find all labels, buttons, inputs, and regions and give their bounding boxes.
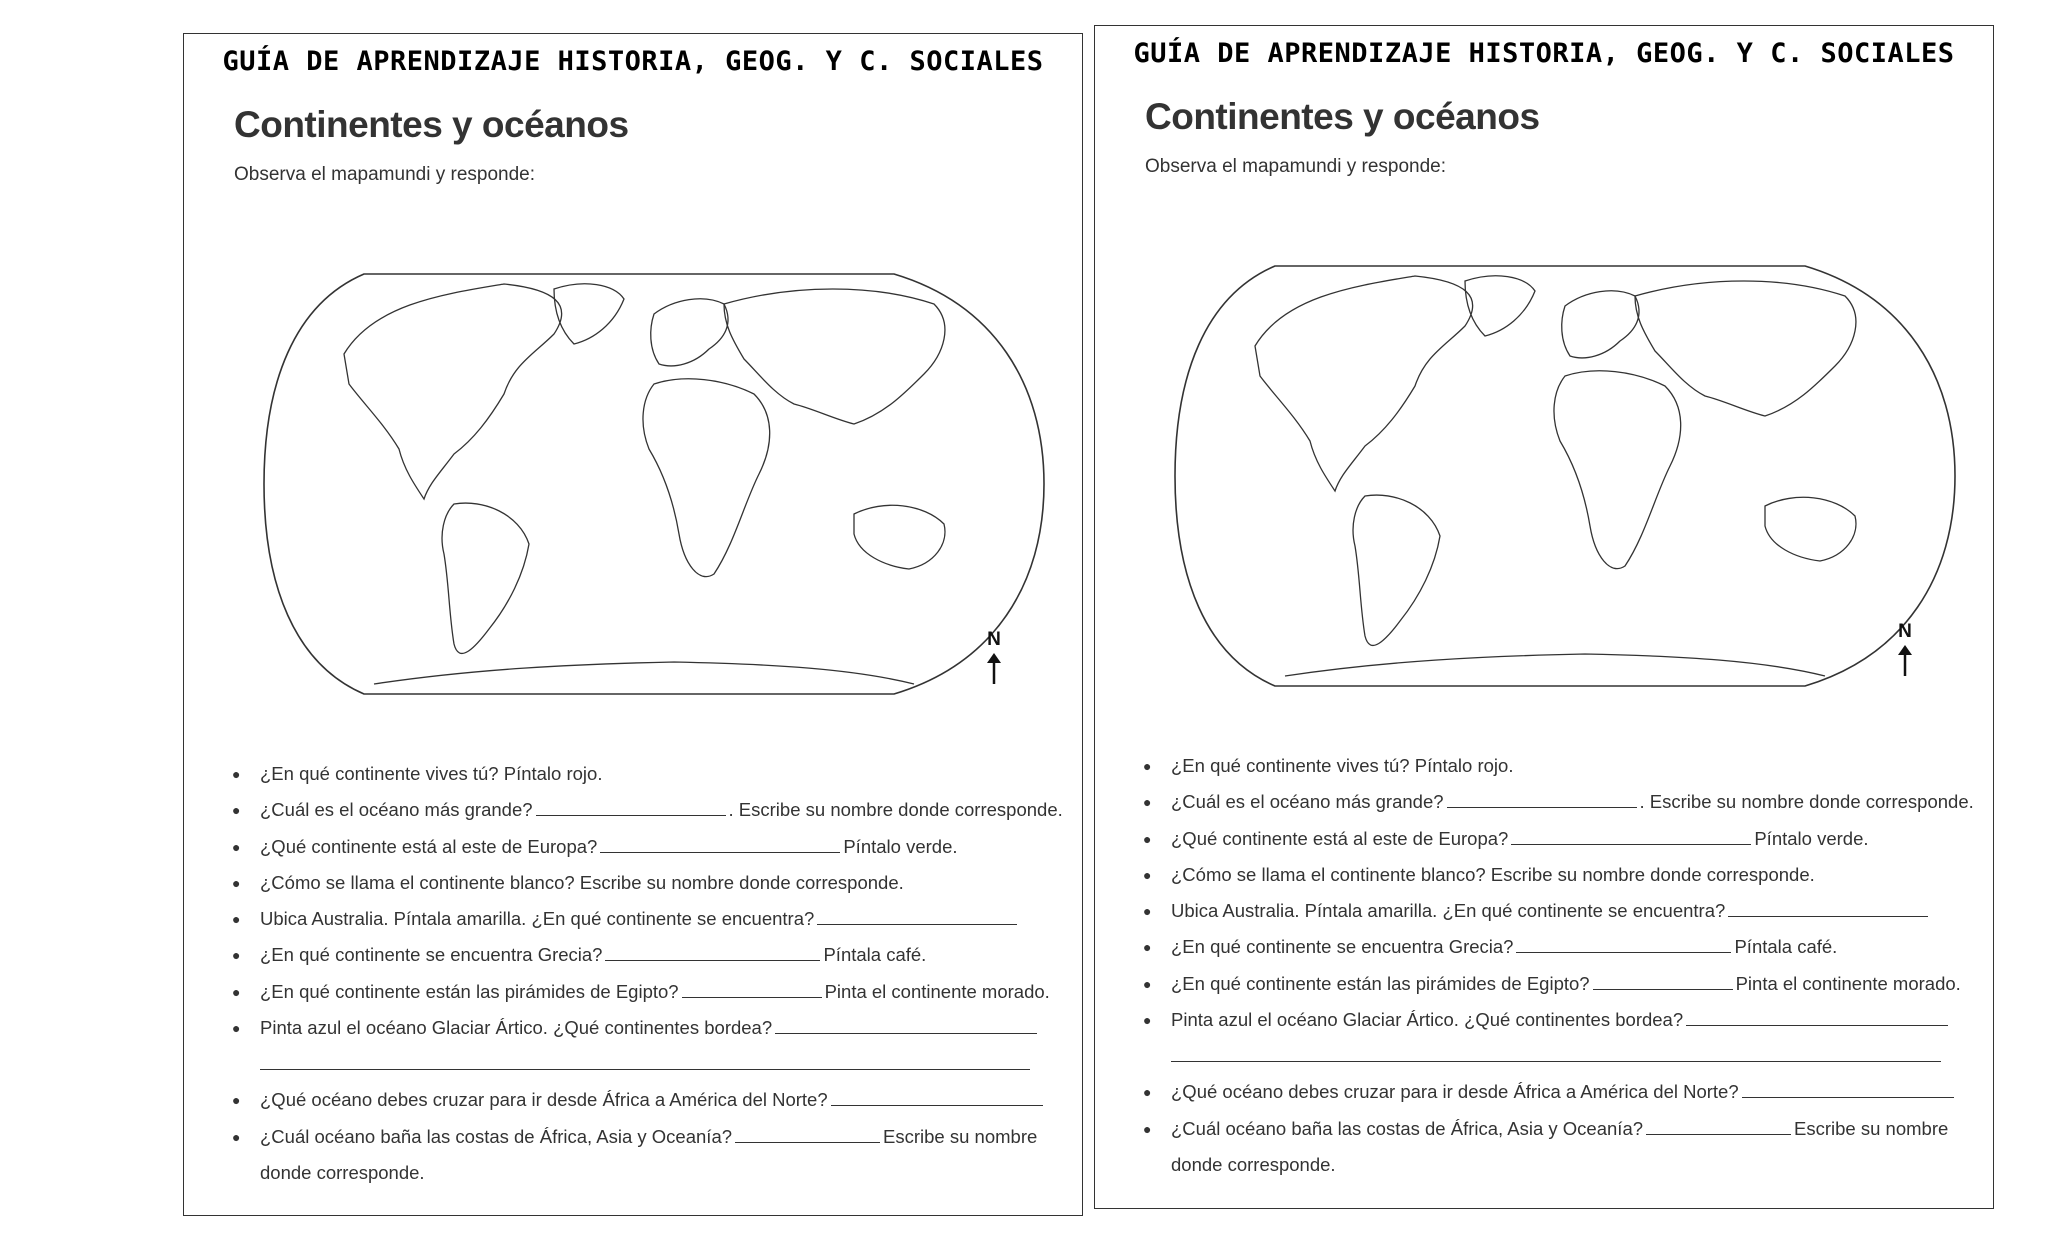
list-item: ● ¿En qué continente se encuentra Grecia? Píntala café. (232, 944, 927, 966)
list-item: ● ¿Cuál es el océano más grande? . Escribe su nombre donde corresponde. (232, 799, 1063, 821)
list-item: ● ¿Qué continente está al este de Europa? Píntalo verde. (232, 835, 958, 857)
south-america-outline (442, 503, 529, 653)
list-item: ● ¿Qué océano debes cruzar para ir desde África a América del Norte? (1135, 1074, 1975, 1110)
list-item: ● ¿En qué continente vives tú? Píntalo rojo. (232, 763, 603, 784)
list-item-continuation (224, 1046, 1064, 1082)
antarctica-outline (1285, 654, 1825, 676)
answer-blank[interactable] (735, 1124, 880, 1143)
worksheet-title: Continentes y océanos (234, 104, 629, 145)
answer-blank[interactable] (1646, 1116, 1791, 1135)
list-item: ● ¿En qué continente están las pirámides de Egipto? Pinta el continente morado. (1143, 972, 1961, 994)
answer-blank[interactable] (600, 834, 840, 853)
asia-outline (1635, 281, 1856, 416)
answer-blank[interactable] (1742, 1079, 1954, 1098)
worksheet-title: Continentes y océanos (1145, 96, 1540, 137)
australia-outline (854, 505, 945, 569)
question-list (224, 756, 1064, 1191)
list-item: ● Ubica Australia. Píntala amarilla. ¿En qué continente se encuentra? (224, 901, 1064, 937)
answer-blank[interactable] (1593, 971, 1733, 990)
north-america-outline (344, 284, 562, 499)
list-item: ● Pinta azul el océano Glaciar Ártico. ¿Qué continentes bordea? (1135, 1002, 1975, 1038)
worksheet-right (1094, 25, 1994, 1209)
worksheet-instruction: Observa el mapamundi y responde: (1145, 156, 1446, 177)
list-item: ● ¿En qué continente están las pirámides de Egipto? Pinta el continente morado. (232, 980, 1050, 1002)
world-map (254, 244, 1054, 724)
answer-blank[interactable] (775, 1015, 1037, 1034)
list-item: ● ¿Cuál océano baña las costas de África, Asia y Oceanía? Escribe su nombre (1143, 1117, 1949, 1139)
list-item: ● ¿Cómo se llama el continente blanco? Escribe su nombre donde corresponde. (1143, 863, 1815, 885)
greenland-outline (1465, 276, 1535, 336)
list-item: ● ¿Qué océano debes cruzar para ir desde África a América del Norte? (224, 1082, 1064, 1118)
list-item: ● Ubica Australia. Píntala amarilla. ¿En qué continente se encuentra? (1135, 893, 1975, 929)
answer-blank[interactable] (1447, 789, 1637, 808)
worksheet-left (183, 33, 1083, 1216)
answer-blank[interactable] (831, 1087, 1043, 1106)
worksheet-header: GUÍA DE APRENDIZAJE HISTORIA, GEOG. Y C. SOCIALES (222, 46, 1044, 77)
answer-blank[interactable] (605, 942, 820, 961)
africa-outline (643, 379, 770, 577)
list-item: ● ¿Qué continente está al este de Europa? Píntalo verde. (1143, 827, 1869, 849)
worksheet-header: GUÍA DE APRENDIZAJE HISTORIA, GEOG. Y C. SOCIALES (1133, 38, 1955, 69)
antarctica-outline (374, 662, 914, 684)
europe-outline (651, 299, 728, 366)
worksheet-instruction: Observa el mapamundi y responde: (234, 164, 535, 185)
list-item: ● Pinta azul el océano Glaciar Ártico. ¿Qué continentes bordea? (224, 1010, 1064, 1046)
list-item-continuation (1135, 1038, 1975, 1074)
list-item-continuation: donde corresponde. (1171, 1153, 1336, 1175)
answer-blank[interactable] (1516, 934, 1731, 953)
arrow-up-icon (1890, 643, 1920, 677)
question-list (1135, 748, 1975, 1183)
north-arrow: N (1890, 621, 1920, 681)
arrow-up-icon (979, 651, 1009, 685)
answer-blank[interactable] (260, 1051, 1030, 1070)
answer-blank[interactable] (536, 797, 726, 816)
south-america-outline (1353, 495, 1440, 645)
list-item: ● ¿En qué continente vives tú? Píntalo rojo. (1143, 755, 1514, 776)
answer-blank[interactable] (1686, 1007, 1948, 1026)
answer-blank[interactable] (1511, 826, 1751, 845)
answer-blank[interactable] (1728, 898, 1928, 917)
answer-blank[interactable] (682, 979, 822, 998)
list-item-continuation: donde corresponde. (260, 1161, 425, 1183)
list-item: ● ¿En qué continente se encuentra Grecia? Píntala café. (1143, 936, 1838, 958)
world-map (1165, 236, 1965, 716)
greenland-outline (554, 284, 624, 344)
list-item: ● ¿Cómo se llama el continente blanco? Escribe su nombre donde corresponde. (232, 871, 904, 893)
answer-blank[interactable] (817, 906, 1017, 925)
north-america-outline (1255, 276, 1473, 491)
australia-outline (1765, 497, 1856, 561)
asia-outline (724, 289, 945, 424)
north-arrow: N (979, 629, 1009, 689)
list-item: ● ¿Cuál es el océano más grande? . Escribe su nombre donde corresponde. (1143, 791, 1974, 813)
africa-outline (1554, 371, 1681, 569)
europe-outline (1562, 291, 1639, 358)
list-item: ● ¿Cuál océano baña las costas de África, Asia y Oceanía? Escribe su nombre (232, 1125, 1038, 1147)
answer-blank[interactable] (1171, 1043, 1941, 1062)
